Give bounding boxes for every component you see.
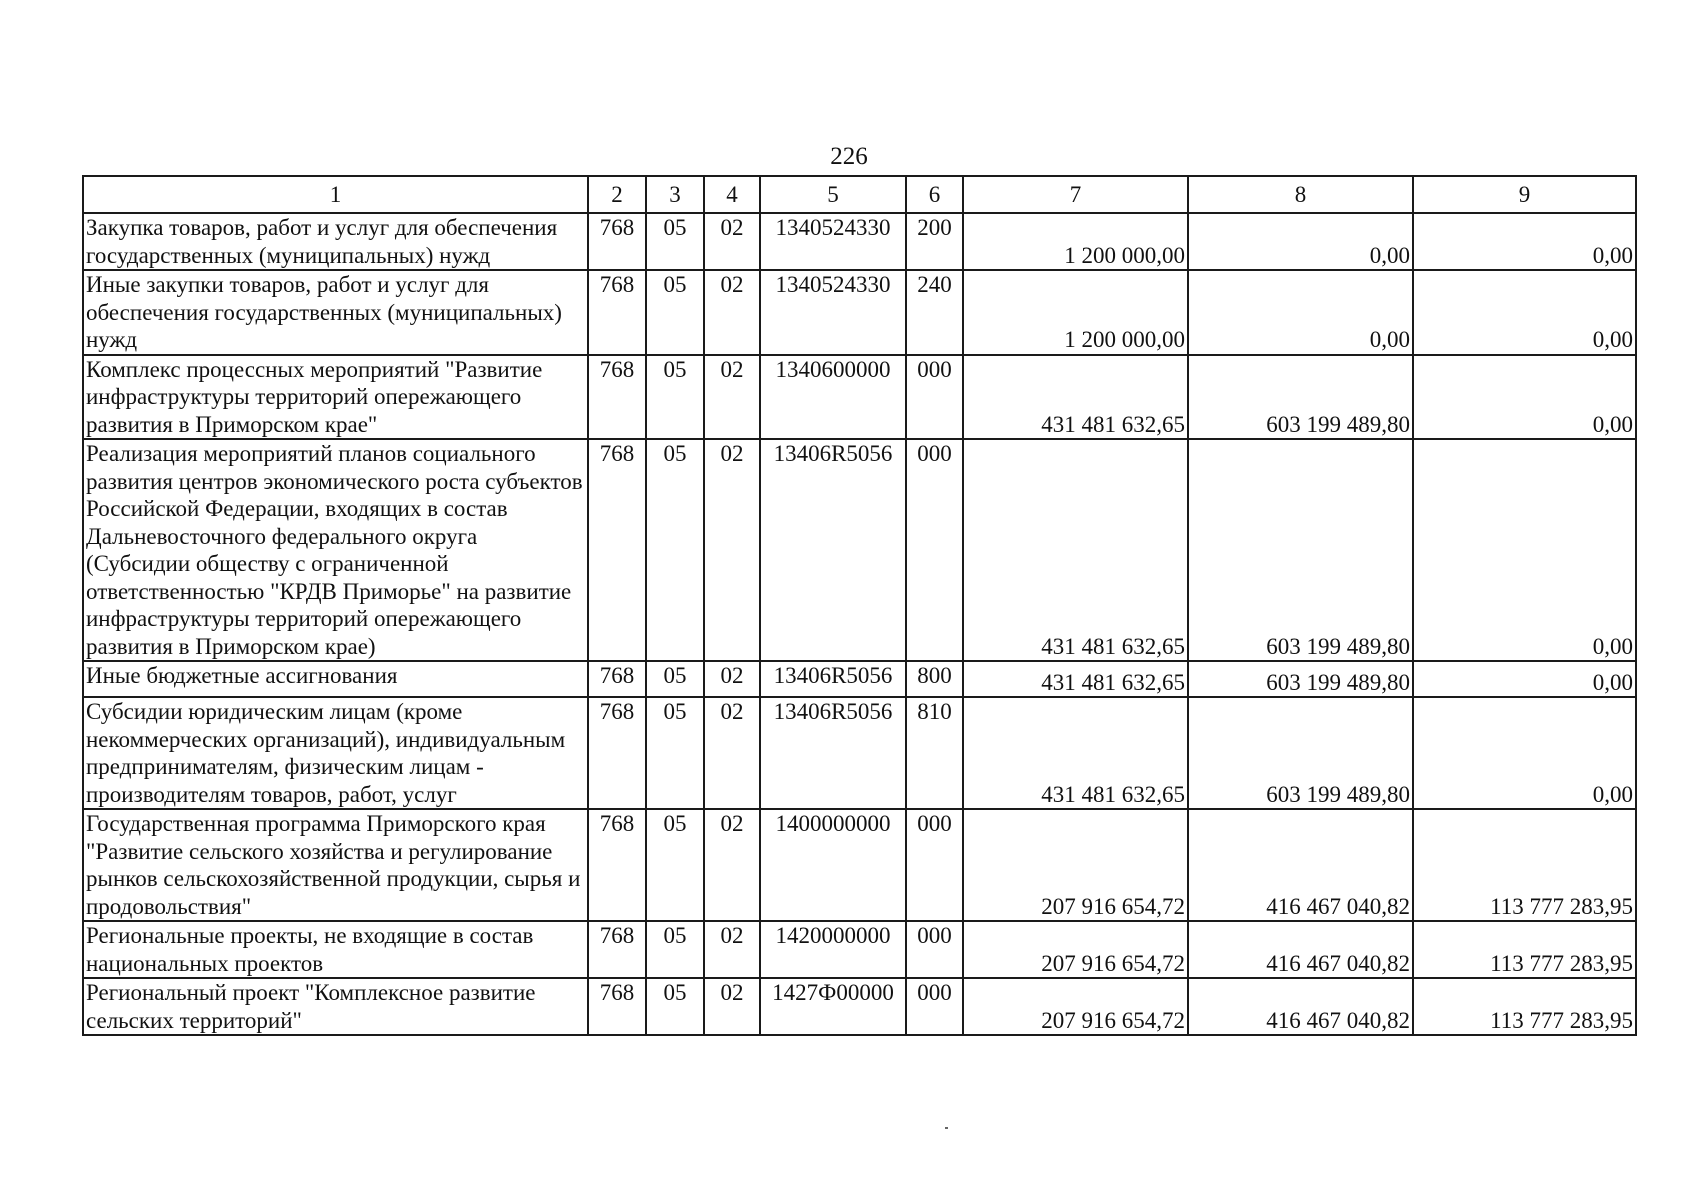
row-name: Иные закупки товаров, работ и услуг для обеспечения государственных (муниципальных) нужд	[83, 270, 588, 355]
cell-code-5: 13406R5056	[760, 661, 906, 697]
cell-amount-7: 431 481 632,65	[963, 355, 1188, 440]
cell-code-6: 240	[906, 270, 963, 355]
cell-code-6: 000	[906, 355, 963, 440]
cell-code-2: 768	[588, 697, 646, 809]
cell-amount-8: 603 199 489,80	[1188, 661, 1413, 697]
cell-code-4: 02	[704, 978, 760, 1035]
cell-amount-8: 0,00	[1188, 213, 1413, 270]
column-header: 8	[1188, 176, 1413, 213]
column-header: 3	[646, 176, 704, 213]
row-name: Государственная программа Приморского края "Развитие сельского хозяйства и регулирование рынков сельскохозяйственной продукции, сырья и продовольствия"	[83, 809, 588, 921]
cell-amount-8: 416 467 040,82	[1188, 809, 1413, 921]
column-header: 2	[588, 176, 646, 213]
page-number: 226	[830, 143, 868, 170]
column-header: 1	[83, 176, 588, 213]
cell-amount-9: 113 777 283,95	[1413, 809, 1636, 921]
cell-code-4: 02	[704, 921, 760, 978]
cell-amount-7: 1 200 000,00	[963, 270, 1188, 355]
row-name: Реализация мероприятий планов социального развития центров экономического роста субъектов Российской Федерации, входящих в состав Дальневосточного федерального округа (Субсидии обществу с ограниченной ответственностью "КРДВ Приморье" на развитие инфраструктуры территорий опережающего развития в Приморском крае)	[83, 439, 588, 661]
cell-code-3: 05	[646, 809, 704, 921]
cell-code-3: 05	[646, 697, 704, 809]
cell-code-6: 200	[906, 213, 963, 270]
cell-amount-9: 0,00	[1413, 697, 1636, 809]
cell-code-2: 768	[588, 661, 646, 697]
cell-amount-8: 603 199 489,80	[1188, 439, 1413, 661]
cell-code-2: 768	[588, 270, 646, 355]
column-header: 6	[906, 176, 963, 213]
cell-code-6: 000	[906, 809, 963, 921]
cell-code-5: 13406R5056	[760, 697, 906, 809]
cell-code-2: 768	[588, 439, 646, 661]
cell-code-3: 05	[646, 355, 704, 440]
row-name: Региональные проекты, не входящие в состав национальных проектов	[83, 921, 588, 978]
column-header: 9	[1413, 176, 1636, 213]
cell-amount-8: 0,00	[1188, 270, 1413, 355]
cell-code-5: 13406R5056	[760, 439, 906, 661]
cell-amount-7: 207 916 654,72	[963, 921, 1188, 978]
table-header-row	[83, 176, 1636, 213]
cell-code-6: 000	[906, 921, 963, 978]
row-name: Комплекс процессных мероприятий "Развитие инфраструктуры территорий опережающего развития в Приморском крае"	[83, 355, 588, 440]
cell-amount-8: 603 199 489,80	[1188, 355, 1413, 440]
cell-amount-7: 431 481 632,65	[963, 439, 1188, 661]
cell-amount-7: 207 916 654,72	[963, 978, 1188, 1035]
cell-amount-9: 0,00	[1413, 270, 1636, 355]
cell-code-3: 05	[646, 921, 704, 978]
scan-speck	[945, 1127, 948, 1129]
cell-code-6: 000	[906, 978, 963, 1035]
cell-code-4: 02	[704, 661, 760, 697]
cell-amount-9: 113 777 283,95	[1413, 921, 1636, 978]
row-name: Субсидии юридическим лицам (кроме некоммерческих организаций), индивидуальным предпринимателям, физическим лицам - производителям товаров, работ, услуг	[83, 697, 588, 809]
cell-code-6: 800	[906, 661, 963, 697]
cell-code-2: 768	[588, 355, 646, 440]
table-row	[83, 270, 1636, 355]
cell-code-6: 810	[906, 697, 963, 809]
cell-amount-9: 0,00	[1413, 661, 1636, 697]
cell-amount-9: 0,00	[1413, 439, 1636, 661]
table-row	[83, 355, 1636, 440]
cell-amount-7: 431 481 632,65	[963, 697, 1188, 809]
cell-amount-9: 113 777 283,95	[1413, 978, 1636, 1035]
cell-code-4: 02	[704, 809, 760, 921]
cell-amount-8: 416 467 040,82	[1188, 978, 1413, 1035]
table-row	[83, 439, 1636, 661]
table-row	[83, 921, 1636, 978]
cell-code-6: 000	[906, 439, 963, 661]
column-header: 7	[963, 176, 1188, 213]
cell-amount-8: 416 467 040,82	[1188, 921, 1413, 978]
cell-code-2: 768	[588, 213, 646, 270]
table-row	[83, 697, 1636, 809]
column-header: 5	[760, 176, 906, 213]
row-name: Региональный проект "Комплексное развитие сельских территорий"	[83, 978, 588, 1035]
cell-amount-9: 0,00	[1413, 355, 1636, 440]
cell-code-5: 1340600000	[760, 355, 906, 440]
cell-code-2: 768	[588, 809, 646, 921]
cell-code-5: 1340524330	[760, 213, 906, 270]
cell-code-2: 768	[588, 921, 646, 978]
cell-code-3: 05	[646, 270, 704, 355]
cell-code-5: 1400000000	[760, 809, 906, 921]
cell-code-5: 1340524330	[760, 270, 906, 355]
cell-code-4: 02	[704, 355, 760, 440]
cell-amount-7: 1 200 000,00	[963, 213, 1188, 270]
row-name: Иные бюджетные ассигнования	[83, 661, 588, 697]
cell-code-3: 05	[646, 978, 704, 1035]
table-row	[83, 978, 1636, 1035]
column-header: 4	[704, 176, 760, 213]
cell-code-4: 02	[704, 697, 760, 809]
cell-amount-7: 431 481 632,65	[963, 661, 1188, 697]
cell-code-3: 05	[646, 661, 704, 697]
row-name: Закупка товаров, работ и услуг для обеспечения государственных (муниципальных) нужд	[83, 213, 588, 270]
cell-code-4: 02	[704, 213, 760, 270]
cell-code-3: 05	[646, 213, 704, 270]
cell-code-4: 02	[704, 439, 760, 661]
cell-amount-7: 207 916 654,72	[963, 809, 1188, 921]
cell-code-4: 02	[704, 270, 760, 355]
cell-amount-9: 0,00	[1413, 213, 1636, 270]
cell-code-5: 1420000000	[760, 921, 906, 978]
budget-table	[82, 175, 1637, 1036]
table-row	[83, 809, 1636, 921]
table-row	[83, 661, 1636, 697]
cell-code-2: 768	[588, 978, 646, 1035]
table-row	[83, 213, 1636, 270]
cell-code-5: 1427Ф00000	[760, 978, 906, 1035]
cell-code-3: 05	[646, 439, 704, 661]
cell-amount-8: 603 199 489,80	[1188, 697, 1413, 809]
